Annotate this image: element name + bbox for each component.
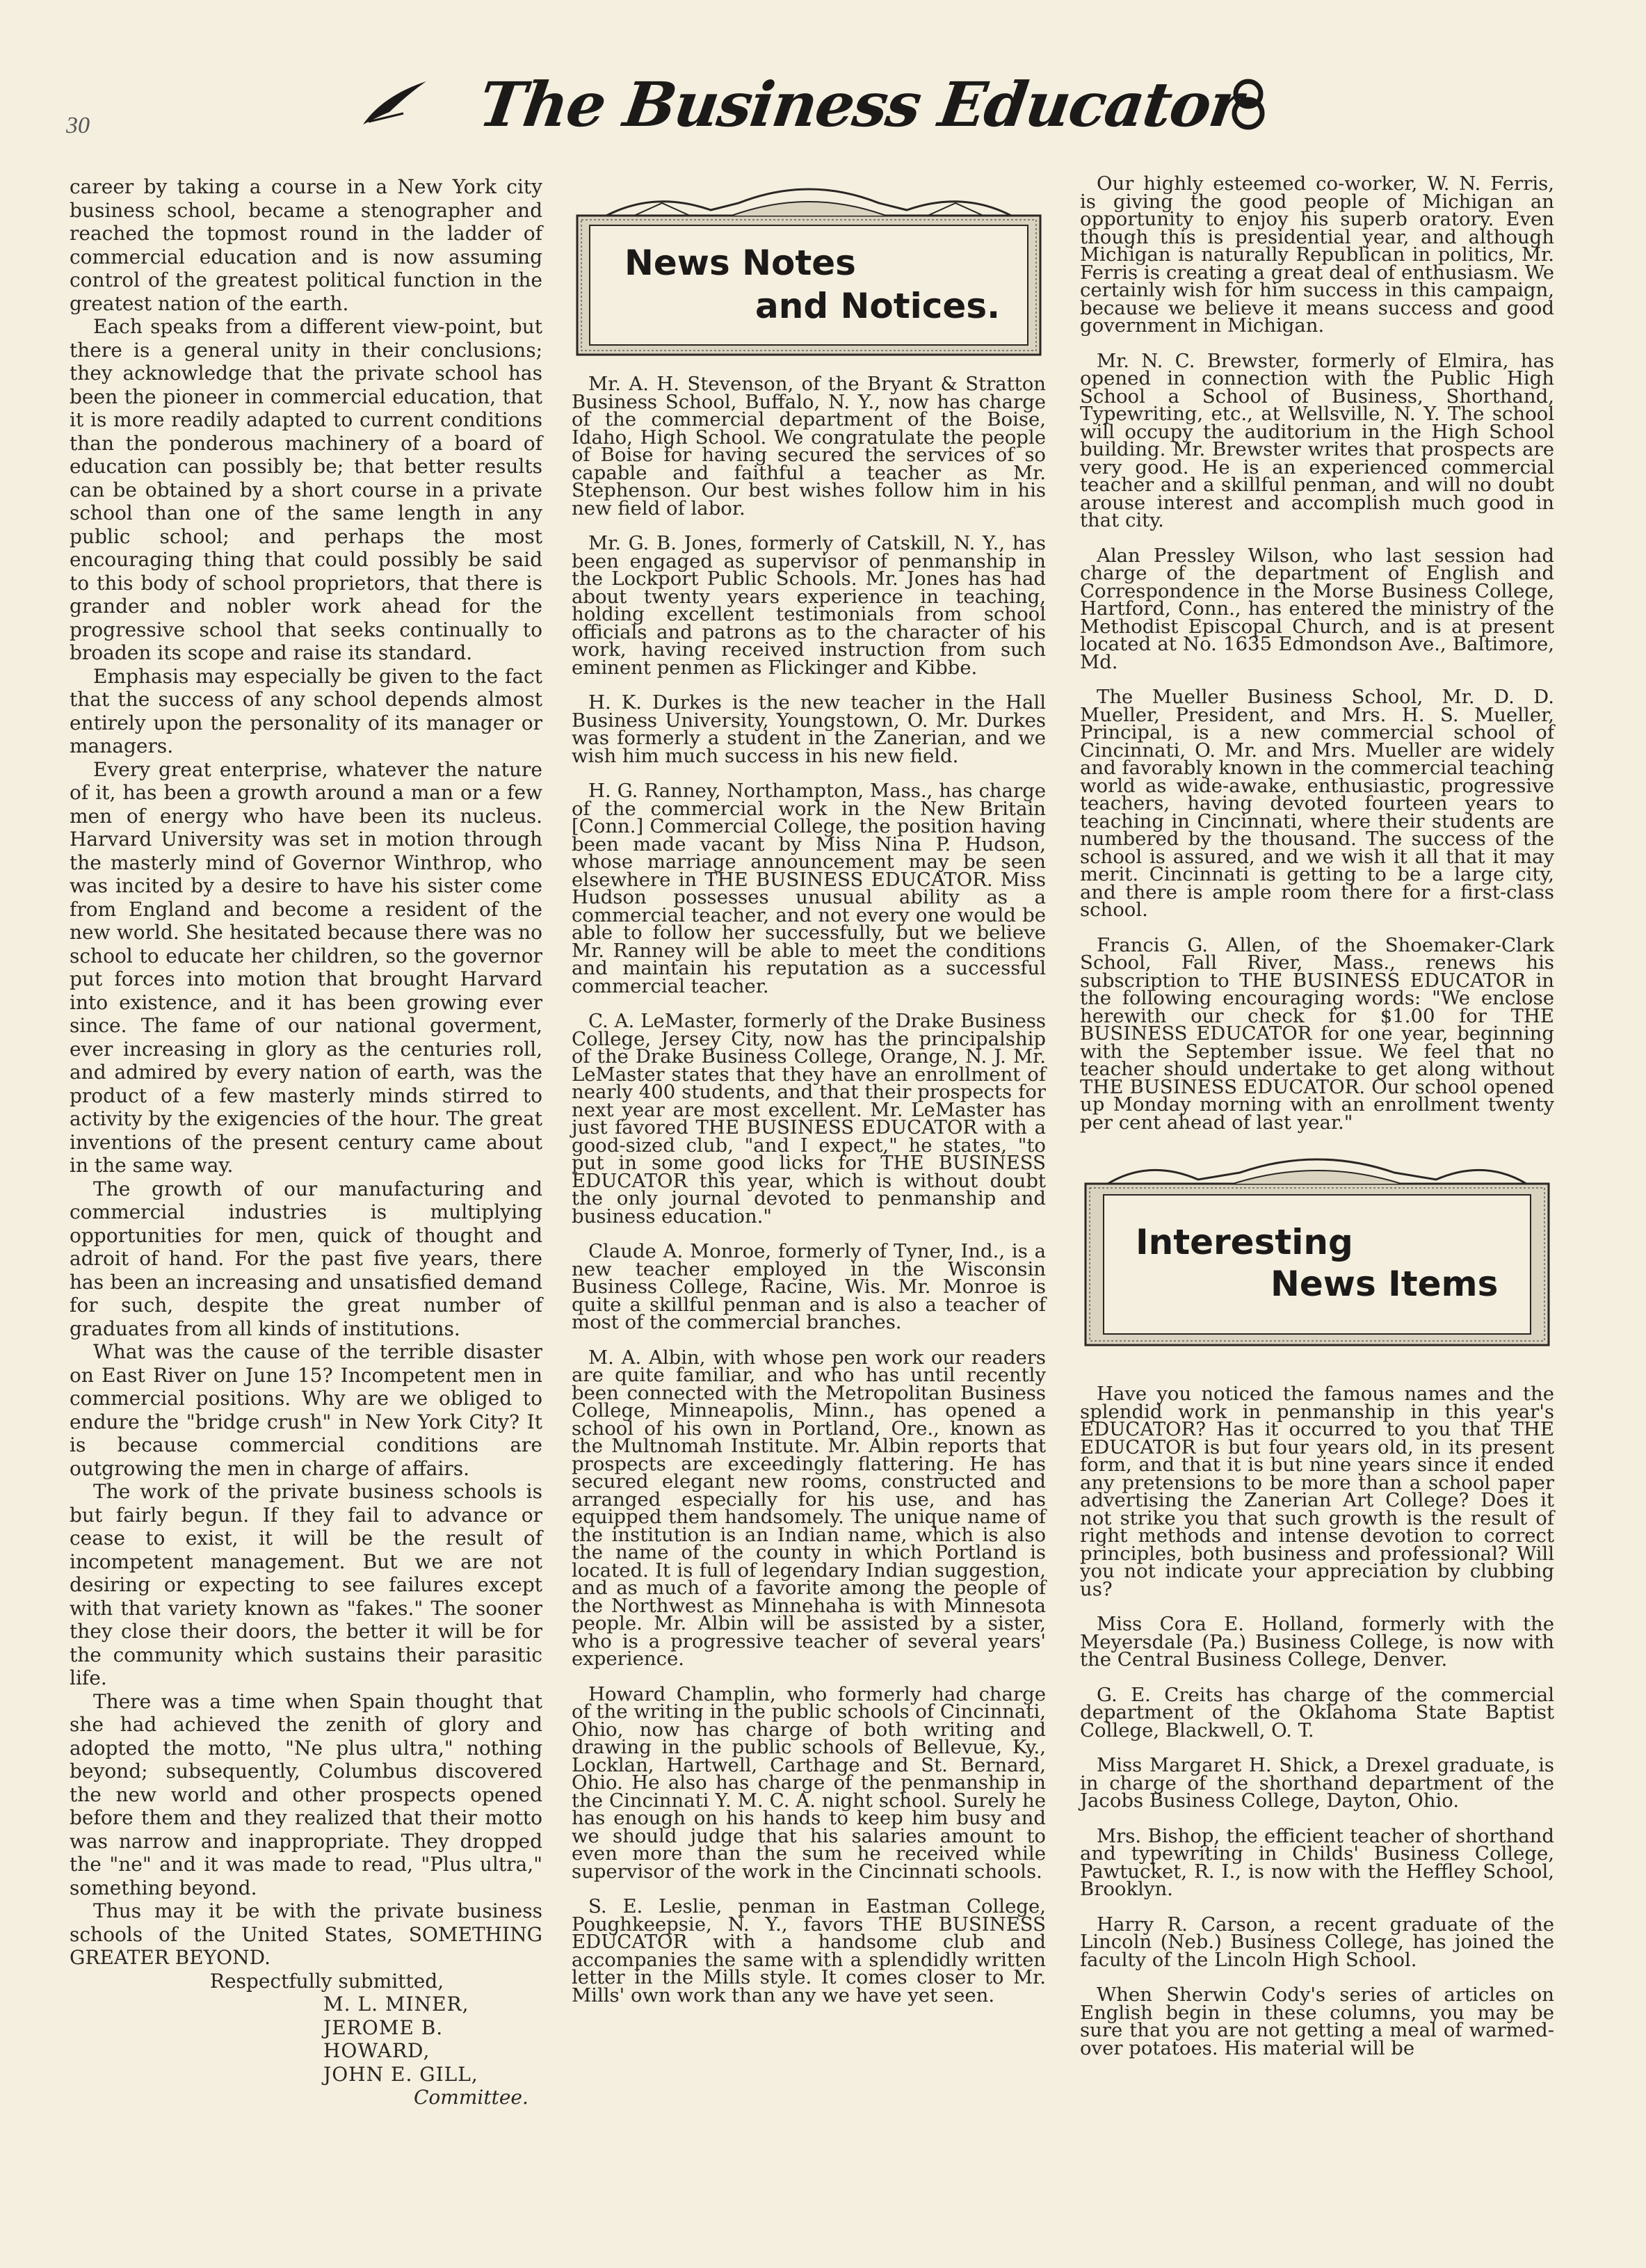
- signature-name: JEROME B. HOWARD,: [323, 2016, 444, 2062]
- paragraph: career by taking a course in a New York city business school, became a stenographer and reached the topmost round in the ladder of commercial education and is now assuming control of the greatest political function in the greatest nation of the earth.: [70, 175, 542, 315]
- paragraph: The growth of our manufacturing and commercial industries is multiplying opportunities for men, quick of thought and adroit of hand. For the past five years, there has been an increasing and unsatisfied demand for such, despite the great number of graduates from all kinds of institutions.: [70, 1177, 542, 1340]
- news-item: S. E. Leslie, penman in Eastman College, Poughkeepsie, N. Y., favors THE BUSINESS EDUCATOR with a handsome club and accompanies the same with a splendidly written letter in the Mills style. It comes closer to Mr. Mills' own work than any we have yet seen.: [572, 1895, 1046, 2006]
- news-notes-banner: [572, 175, 1046, 363]
- news-item: Mrs. Bishop, the efficient teacher of shorthand and typewriting in Childs' Business College, Pawtucket, R. I., is now with the Heffley School, Brooklyn.: [1080, 1824, 1554, 1900]
- news-item: Alan Pressley Wilson, who last session had charge of the department of English and Correspondence in the Morse Business College, Hartford, Conn., has entered the ministry of the Methodist Episcopal Church, and is at present located at No. 1635 Edmondson Ave., Baltimore, Md.: [1080, 544, 1554, 673]
- column-right: [1080, 172, 1554, 2075]
- news-item: G. E. Creits has charge of the commercial department of the Oklahoma State Baptist College, Blackwell, O. T.: [1080, 1683, 1554, 1742]
- signature-committee: Committee.: [414, 2086, 529, 2109]
- signature-intro: Respectfully submitted,: [209, 1969, 444, 1993]
- banner-title-line1: News Notes: [624, 243, 856, 283]
- news-item: C. A. LeMaster, formerly of the Drake Business College, Jersey City, now has the principalship of the Drake Business College, Orange, N. J. Mr. LeMaster states that they have an enrollment of nearly 400 students, and that their prospects for next year are most excellent. Mr. LeMaster has just favored THE BUSINESS EDUCATOR with a good-sized club, "and I expect," he states, "to put in some good licks for THE BUSINESS EDUCATOR this year, which is without doubt the only journal devoted to penmanship and business education.": [572, 1010, 1046, 1228]
- news-item: M. A. Albin, with whose pen work our readers are quite familiar, and who has until recently been connected with the Metropolitan Business College, Minneapolis, Minn., has opened a school of his own in Portland, Ore., known as the Multnomah Institute. Mr. Albin reports that prospects are exceedingly flattering. He has secured elegant new rooms, constructed and arranged especially for his use, and has equipped them handsomely. The unique name of the institution is an Indian name, which is also the name of the county in which Portland is located. It is full of legendary Indian suggestion, and as much of a favorite among the people of the Northwest as Minnehaha is with Minnesota people. Mr. Albin will be assisted by a sister, who is a progressive teacher of several years' experience.: [572, 1346, 1046, 1670]
- masthead: [362, 66, 1286, 143]
- column-left: [70, 175, 542, 2109]
- banner-title-line1: Interesting: [1136, 1222, 1353, 1262]
- interesting-news-banner: [1080, 1149, 1554, 1358]
- news-item: H. K. Durkes is the new teacher in the Hall Business University, Youngstown, O. Mr. Durkes was formerly a student in the Zanerian, and we wish him much success in his new field.: [572, 691, 1046, 767]
- news-item: H. G. Ranney, Northampton, Mass., has charge of the commercial work in the New Britain [Conn.] Commercial College, the position having been made vacant by Miss Nina P. Hudson, whose marriage announcement may be seen elsewhere in THE BUSINESS EDUCATOR. Miss Hudson possesses unusual ability as a commercial teacher, and not every one would be able to follow her successfully, but we believe Mr. Ranney will be able to meet the conditions and maintain his reputation as a successful commercial teacher.: [572, 780, 1046, 997]
- news-item: Our highly esteemed co-worker, W. N. Ferris, is giving the good people of Michigan an opportunity to enjoy his superb oratory. Even though this is presidential year, and although Michigan is naturally Republican in politics, Mr. Ferris is creating a great deal of enthusiasm. We certainly wish for him success in this campaign, because we believe it means success and good government in Michigan.: [1080, 172, 1554, 337]
- news-item: Have you noticed the famous names and the splendid work in penmanship in this year's EDUCATOR? Has it occurred to you that THE EDUCATOR is but four years old, in its present form, and that it is but nine years since it ended any pretensions to be more than a school paper advertising the Zanerian Art College? Does it not strike you that such growth is the result of right methods and intense devotion to correct principles, both business and professional? Will you not indicate your appreciation by clubbing us?: [1080, 1383, 1554, 1600]
- signature-block: [70, 1970, 542, 2109]
- news-item: Howard Champlin, who formerly had charge of the writing in the public schools of Cincinnati, Ohio, now has charge of both writing and drawing in the public schools of Bellevue, Ky., Locklan, Hartwell, Carthage and St. Bernard, Ohio. He also has charge of the penmanship in the Cincinnati Y. M. C. A. night school. Surely he has enough on his hands to keep him busy and we should judge that his salaries amount to even more than the sum he received while supervisor of the work in the Cincinnati schools.: [572, 1682, 1046, 1883]
- news-item: Mr. A. H. Stevenson, of the Bryant & Stratton Business School, Buffalo, N. Y., now has charge of the commercial department of the Boise, Idaho, High School. We congratulate the people of Boise for having secured the services of so capable and faithful a teacher as Mr. Stephenson. Our best wishes follow him in his new field of labor.: [572, 373, 1046, 520]
- signature-name: M. L. MINER,: [323, 1993, 469, 2016]
- news-item: Francis G. Allen, of the Shoemaker-Clark School, Fall River, Mass., renews his subscription to THE BUSINESS EDUCATOR in the following encouraging words: "We enclose herewith our check for $1.00 for THE BUSINESS EDUCATOR for one year, beginning with the September issue. We feel that no teacher should undertake to get along without THE BUSINESS EDUCATOR. Our school opened up Monday morning with an enrollment twenty per cent ahead of last year.": [1080, 933, 1554, 1134]
- news-item: Miss Margaret H. Shick, a Drexel graduate, is in charge of the shorthand department of the Jacobs Business College, Dayton, Ohio.: [1080, 1754, 1554, 1812]
- quill-icon: [362, 79, 428, 127]
- news-item: Claude A. Monroe, formerly of Tyner, Ind., is a new teacher employed in the Wisconsin Business College, Racine, Wis. Mr. Monroe is quite a skillful penman and is also a teacher of most of the commercial branches.: [572, 1240, 1046, 1333]
- news-item: Harry R. Carson, a recent graduate of the Lincoln (Neb.) Business College, has joined the faculty of the Lincoln High School.: [1080, 1913, 1554, 1971]
- paragraph: Thus may it be with the private business schools of the United States, SOMETHING GREATER BEYOND.: [70, 1899, 542, 1969]
- paragraph: What was the cause of the terrible disaster on East River on June 15? Incompetent men in commercial positions. Why are we obliged to endure the "bridge crush" in New York City? It is because commercial conditions are outgrowing the men in charge of affairs.: [70, 1340, 542, 1480]
- paragraph: The work of the private business schools is but fairly begun. If they fail to advance or cease to exist, it will be the result of incompetent management. But we are not desiring or expecting to see failures except with that variety known as "fakes." The sooner they close their doors, the better it will be for the community which sustains their parasitic life.: [70, 1480, 542, 1689]
- paragraph: Emphasis may especially be given to the fact that the success of any school depends almost entirely upon the personality of its manager or managers.: [70, 664, 542, 757]
- paragraph: Every great enterprise, whatever the nature of it, has been a growth around a man or a few men of energy who have been its nucleus. Harvard University was set in motion through the masterly mind of Governor Winthrop, who was incited by a desire to have his sister come from England and become a resident of the new world. She hesitated because there was no school to educate her children, so the governor put forces into motion that brought Harvard into existence, and it has been growing ever since. The fame of our national goverment, ever increasing in glory as the centuries roll, and admired by every nation of earth, was the product of a few masterly minds stirred to activity by the exigencies of the hour. The great inventions of the present century came about in the same way.: [70, 757, 542, 1177]
- column-middle: [572, 175, 1046, 2022]
- seal-icon: [1220, 74, 1276, 130]
- paragraph: Each speaks from a different view-point, but there is a general unity in their conclusions; they acknowledge that the private school has been the pioneer in commercial education, that it is more readily adapted to current conditions than the ponderous machinery of a board of education can possibly be; that better results can be obtained by a short course in a private school than one of the same length in any public school; and perhaps the most encouraging thing that could possibly be said to this body of school proprietors, that there is grander and nobler work ahead for the progressive school that seeks continually to broaden its scope and raise its standard.: [70, 315, 542, 664]
- news-item: Mr. G. B. Jones, formerly of Catskill, N. Y., has been engaged as supervisor of penmanship in the Lockport Public Schools. Mr. Jones has had about twenty years experience in teaching, holding excellent testimonials from school officials and patrons as to the character of his work, having received instruction from such eminent penmen as Flickinger and Kibbe.: [572, 532, 1046, 679]
- paragraph: There was a time when Spain thought that she had achieved the zenith of glory and adopted the motto, "Ne plus ultra," nothing beyond; subsequently, Columbus discovered the new world and other prospects opened before them and they realized that their motto was narrow and inappropriate. They dropped the "ne" and it was made to read, "Plus ultra," something beyond.: [70, 1689, 542, 1899]
- page-number: 30: [66, 113, 90, 138]
- signature-name: JOHN E. GILL,: [323, 2062, 478, 2086]
- masthead-title: The Business Educator: [474, 68, 1246, 140]
- news-item: The Mueller Business School, Mr. D. D. Mueller, President, and Mrs. H. S. Mueller, Principal, is a new commercial school of Cincinnati, O. Mr. and Mrs. Mueller are widely and favorably known in the commercial teaching world as wide-awake, enthusiastic, progressive teachers, having devoted fourteen years to teaching in Cincinnati, where their students are numbered by the thousand. The success of the school is assured, and we wish it all that it may merit. Cincinnati is getting to be a large city, and there is ample room there for a first-class school.: [1080, 686, 1554, 921]
- banner-title-line2: News Items: [1270, 1264, 1499, 1304]
- banner-title-line2: and Notices.: [755, 286, 1001, 326]
- news-item: When Sherwin Cody's series of articles on English begin in these columns, you may be sure that you are not getting a meal of warmed-over potatoes. His material will be: [1080, 1984, 1554, 2059]
- news-item: Mr. N. C. Brewster, formerly of Elmira, has opened in connection with the Public High School a School of Business, Shorthand, Typewriting, etc., at Wellsville, N. Y. The school will occupy the auditorium in the High School building. Mr. Brewster writes that prospects are very good. He is an experienced commercial teacher and a skillful penman, and will no doubt arouse interest and accomplish much good in that city.: [1080, 349, 1554, 531]
- news-item: Miss Cora E. Holland, formerly with the Meyersdale (Pa.) Business College, is now with the Central Business College, Denver.: [1080, 1613, 1554, 1671]
